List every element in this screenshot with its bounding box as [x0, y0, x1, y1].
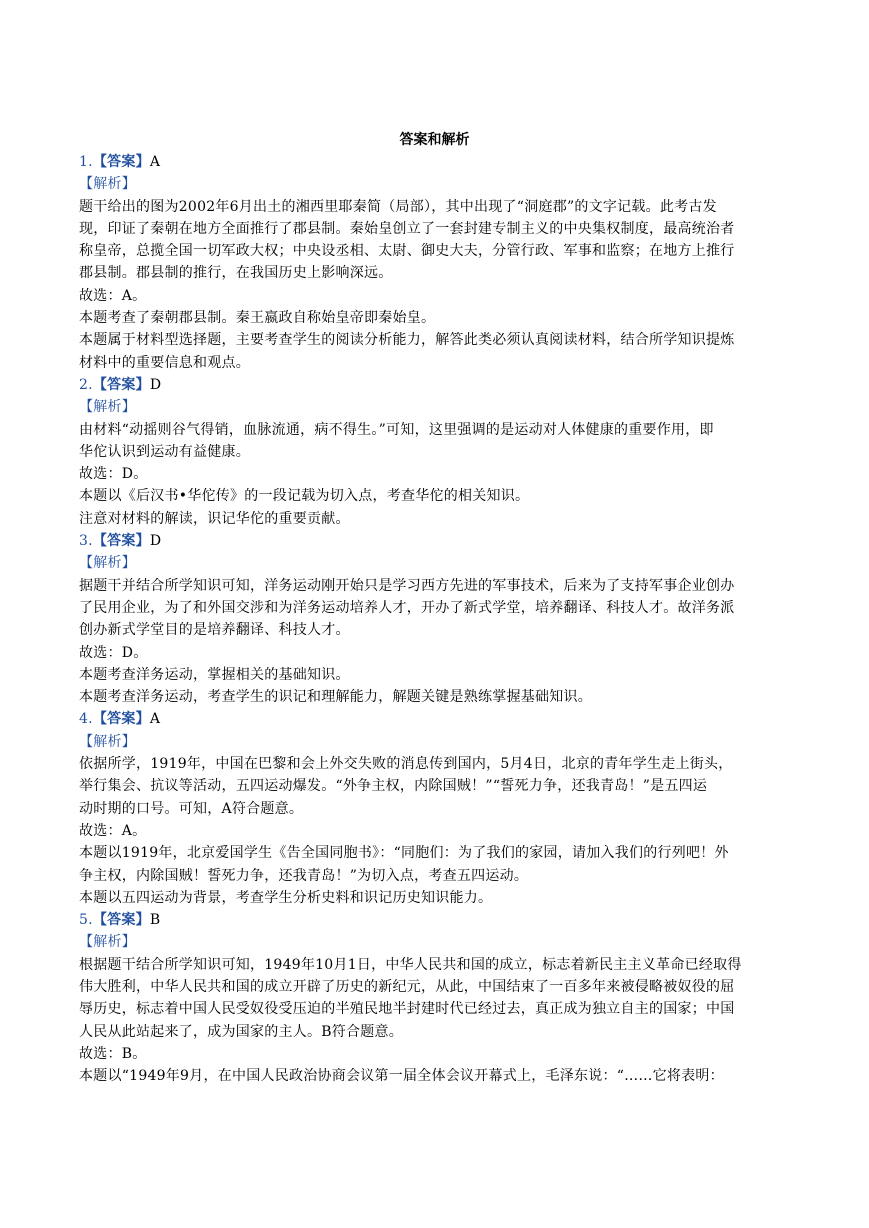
answer-content: [79, 151, 795, 1087]
analysis-text-line: 本题以《后汉书•华佗传》的一段记载为切入点，考查华佗的相关知识。: [79, 488, 530, 505]
analysis-text-line: 故选：B。: [79, 1045, 147, 1062]
question-block: [79, 708, 795, 909]
analysis-text-line: 注意对材料的解读，识记华佗的重要贡献。: [79, 510, 350, 527]
answer-line: [79, 151, 795, 173]
page-title: 答案和解析: [399, 132, 470, 148]
analysis-text-line: 本题以“1949年9月，在中国人民政治协商会议第一届全体会议开幕式上，毛泽东说：“……它将表明：: [79, 1068, 724, 1085]
answer-label: 【答案】: [92, 711, 150, 728]
analysis-text-line: 本题考查洋务运动，掌握相关的基础知识。: [79, 666, 350, 683]
answer-line: [79, 909, 795, 931]
analysis-label: 【解析】: [79, 176, 136, 193]
analysis-text-line: 伟大胜利，中华人民共和国的成立开辟了历史的新纪元，从此，中国结束了一百多年来被侵略被奴役的屈: [79, 978, 735, 995]
analysis-text-line: 了民用企业，为了和外国交涉和为洋务运动培养人才，开办了新式学堂，培养翻译、科技人才。故洋务派: [79, 599, 735, 616]
analysis-text-line: 由材料“动摇则谷气得销，血脉流通，病不得生。”可知，这里强调的是运动对人体健康的重要作用，即: [79, 421, 714, 438]
answer-value: D: [149, 376, 162, 393]
analysis-text-line: 据题干并结合所学知识可知，洋务运动刚开始只是学习西方先进的军事技术，后来为了支持军事企业创办: [79, 577, 735, 594]
answer-label: 【答案】: [92, 154, 150, 170]
answer-line: [79, 708, 795, 730]
analysis-text-line: 材料中的重要信息和观点。: [79, 354, 250, 371]
answer-line: [79, 530, 795, 552]
question-number: 2.: [79, 376, 93, 393]
question-number: 1.: [79, 154, 93, 170]
analysis-text-line: 郡县制。郡县制的推行，在我国历史上影响深远。: [79, 265, 393, 282]
analysis-text-line: 本题以五四运动为背景，考查学生分析史料和识记历史知识能力。: [79, 889, 493, 906]
answer-value: D: [149, 533, 162, 550]
analysis-text-line: 动时期的口号。可知，A符合题意。: [79, 800, 304, 817]
analysis-text-line: 人民从此站起来了，成为国家的主人。B符合题意。: [79, 1023, 404, 1040]
analysis-text-line: 创办新式学堂目的是培养翻译、科技人才。: [79, 622, 350, 639]
analysis-text-line: 华佗认识到运动有益健康。: [79, 443, 250, 460]
analysis-text-line: 题干给出的图为2002年6月出土的湘西里耶秦简（局部），其中出现了“洞庭郡”的文字记载。此考古发: [79, 198, 717, 215]
analysis-label: 【解析】: [79, 555, 136, 572]
analysis-label: 【解析】: [79, 934, 136, 951]
analysis-text-line: 故选：A。: [79, 287, 147, 304]
analysis-text-line: 举行集会、抗议等活动，五四运动爆发。“外争主权，内除国贼！”“誓死力争，还我青岛！”是五四运: [79, 778, 708, 795]
answer-label: 【答案】: [92, 912, 150, 929]
analysis-text-line: 本题属于材料型选择题，主要考查学生的阅读分析能力，解答此类必须认真阅读材料，结合所学知识提炼: [79, 332, 735, 349]
question-block: [79, 530, 795, 708]
answer-line: [79, 374, 795, 396]
answer-label: 【答案】: [92, 376, 150, 393]
answer-value: A: [149, 711, 161, 728]
analysis-text-line: 故选：A。: [79, 822, 147, 839]
analysis-text-line: 现，印证了秦朝在地方全面推行了郡县制。秦始皇创立了一套封建专制主义的中央集权制度，最高统治者: [79, 220, 735, 237]
analysis-text-line: 称皇帝，总揽全国一切军政大权；中央设丞相、太尉、御史大夫，分管行政、军事和监察；在地方上推行: [79, 243, 735, 260]
analysis-label: 【解析】: [79, 733, 136, 750]
analysis-text-line: 故选：D。: [79, 644, 148, 661]
analysis-text-line: 根据题干结合所学知识可知，1949年10月1日，中华人民共和国的成立，标志着新民主主义革命已经取得: [79, 956, 742, 973]
question-number: 4.: [79, 711, 93, 728]
analysis-text-line: 本题考查了秦朝郡县制。秦王嬴政自称始皇帝即秦始皇。: [79, 310, 436, 327]
answer-label: 【答案】: [92, 533, 150, 550]
analysis-label: 【解析】: [79, 399, 136, 416]
analysis-text-line: 本题以1919年，北京爱国学生《告全国同胞书》：“同胞们：为了我们的家园，请加入我们的行列吧！外: [79, 845, 729, 862]
analysis-text-line: 争主权，内除国贼！誓死力争，还我青岛！”为切入点，考查五四运动。: [79, 867, 529, 884]
analysis-text-line: 本题考查洋务运动，考查学生的识记和理解能力，解题关键是熟练掌握基础知识。: [79, 689, 592, 706]
answer-value: A: [149, 154, 161, 170]
question-block: [79, 374, 795, 530]
analysis-text-line: 故选：D。: [79, 466, 148, 483]
question-block: [79, 151, 795, 374]
question-block: [79, 909, 795, 1087]
answer-value: B: [149, 912, 161, 929]
question-number: 5.: [79, 912, 93, 929]
question-number: 3.: [79, 533, 93, 550]
analysis-text-line: 辱历史，标志着中国人民受奴役受压迫的半殖民地半封建时代已经过去，真正成为独立自主的国家；中国: [79, 1001, 735, 1018]
analysis-text-line: 依据所学，1919年，中国在巴黎和会上外交失败的消息传到国内，5月4日，北京的青年学生走上街头，: [79, 756, 733, 773]
